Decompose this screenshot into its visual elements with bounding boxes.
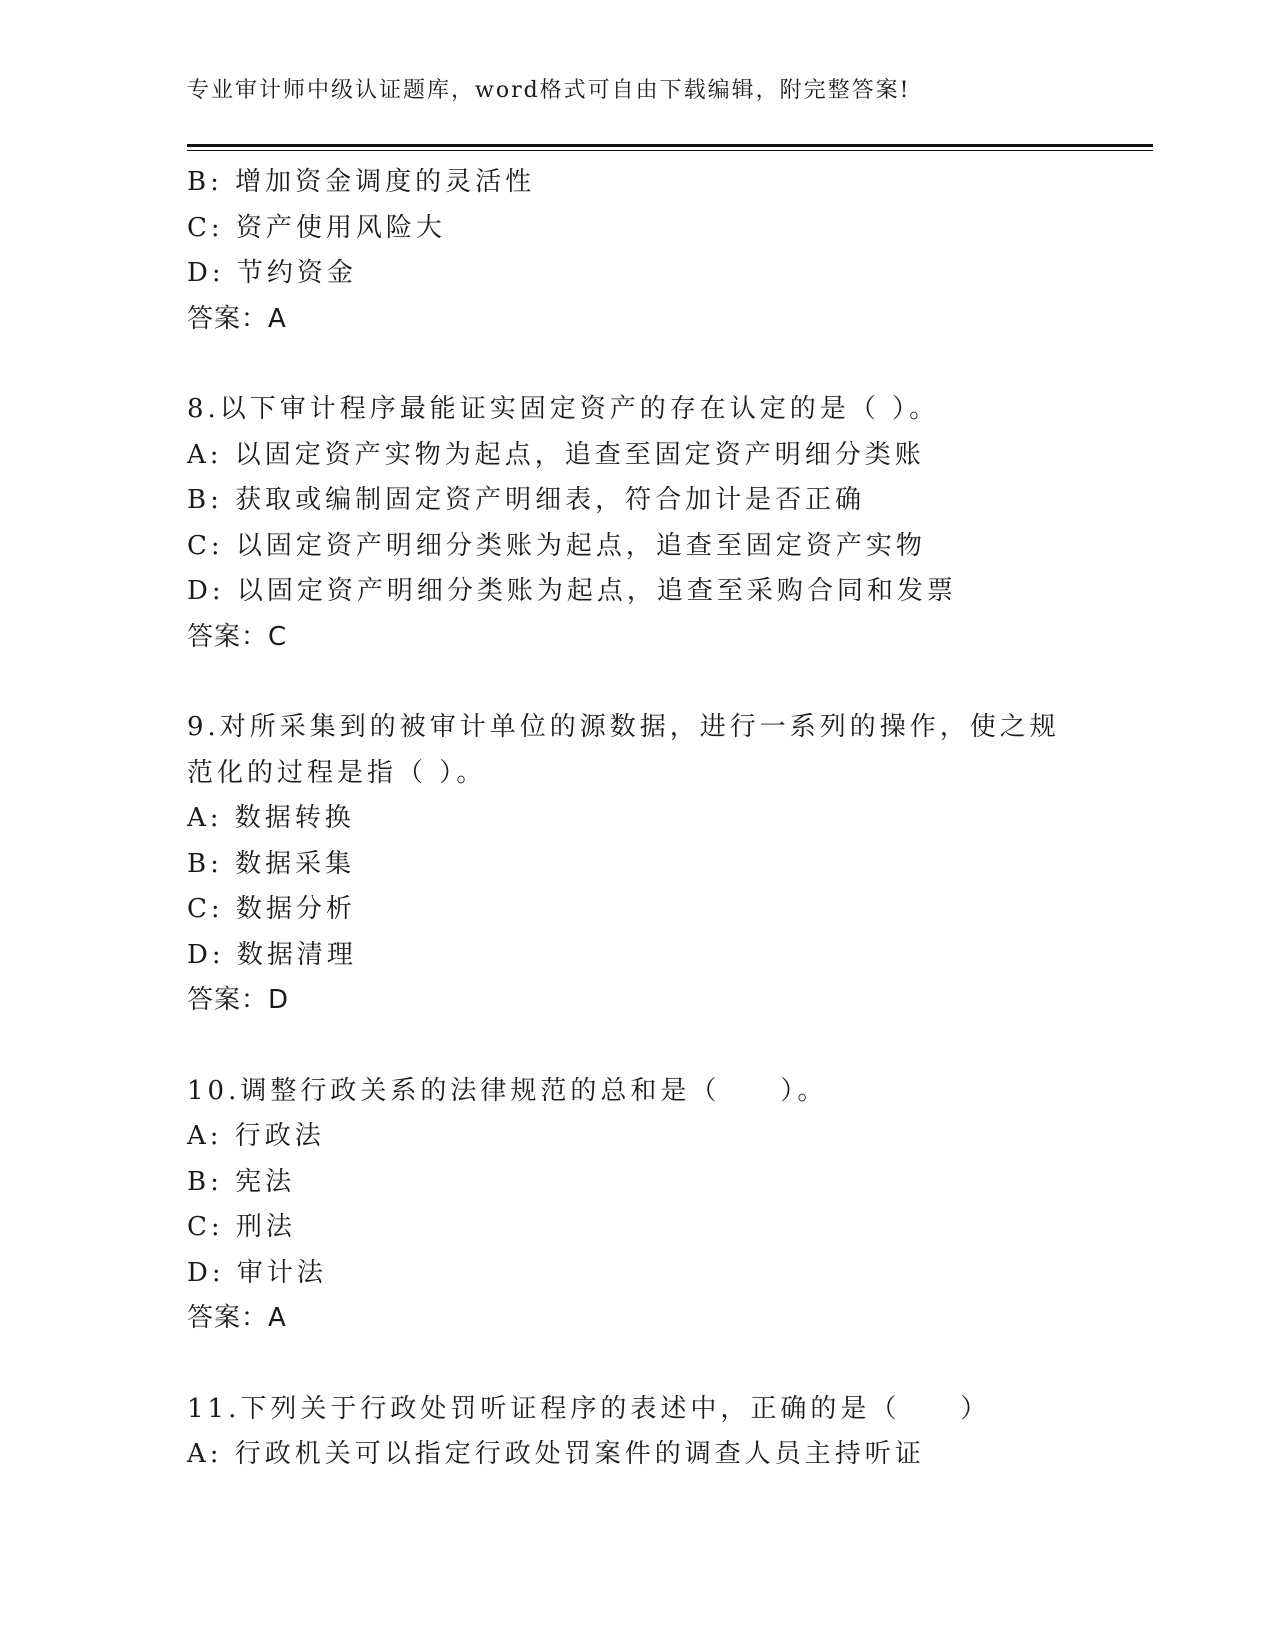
question-block bbox=[187, 387, 1147, 660]
answer-line: 答案：C bbox=[187, 621, 288, 652]
header-rule-thin bbox=[187, 150, 1153, 151]
option-line: C: 数据分析 bbox=[187, 894, 356, 924]
page-header: 专业审计师中级认证题库，word格式可自由下载编辑，附完整答案! bbox=[187, 78, 911, 103]
question-block bbox=[187, 1069, 1147, 1342]
header-rule-thick bbox=[187, 144, 1153, 147]
question-content bbox=[187, 160, 1147, 1478]
option-line: B: 获取或编制固定资产明细表，符合加计是否正确 bbox=[187, 485, 866, 515]
option-line: D: 数据清理 bbox=[187, 939, 357, 970]
option-line: A: 以固定资产实物为起点，追查至固定资产明细分类账 bbox=[187, 439, 925, 470]
question-stem: 8.以下审计程序最能证实固定资产的存在认定的是（ ）。 bbox=[187, 394, 940, 424]
option-line: C: 资产使用风险大 bbox=[187, 212, 446, 243]
option-line: B: 增加资金调度的灵活性 bbox=[187, 167, 536, 197]
question-block bbox=[187, 705, 1147, 1024]
answer-line: 答案：D bbox=[187, 985, 290, 1015]
option-line: D: 节约资金 bbox=[187, 258, 357, 288]
option-line: D: 审计法 bbox=[187, 1257, 327, 1288]
option-line: B: 宪法 bbox=[187, 1166, 296, 1197]
answer-line: 答案：A bbox=[187, 303, 287, 334]
option-line: A: 行政机关可以指定行政处罚案件的调查人员主持听证 bbox=[187, 1439, 925, 1469]
option-line: C: 以固定资产明细分类账为起点，追查至固定资产实物 bbox=[187, 530, 926, 561]
option-line: A: 数据转换 bbox=[187, 803, 355, 833]
question-stem: 11.下列关于行政处罚听证程序的表述中，正确的是（ ） bbox=[187, 1393, 991, 1424]
carryover-block bbox=[187, 160, 1147, 342]
option-line: D: 以固定资产明细分类账为起点，追查至采购合同和发票 bbox=[187, 576, 957, 606]
question-stem: 9.对所采集到的被审计单位的源数据，进行一系列的操作，使之规范化的过程是指（ ）。 bbox=[187, 712, 1060, 788]
question-stem: 10.调整行政关系的法律规范的总和是（ ）。 bbox=[187, 1075, 828, 1106]
question-block bbox=[187, 1387, 1147, 1478]
option-line: B: 数据采集 bbox=[187, 848, 356, 879]
answer-line: 答案：A bbox=[187, 1303, 287, 1333]
option-line: C: 刑法 bbox=[187, 1212, 296, 1242]
option-line: A: 行政法 bbox=[187, 1121, 325, 1151]
